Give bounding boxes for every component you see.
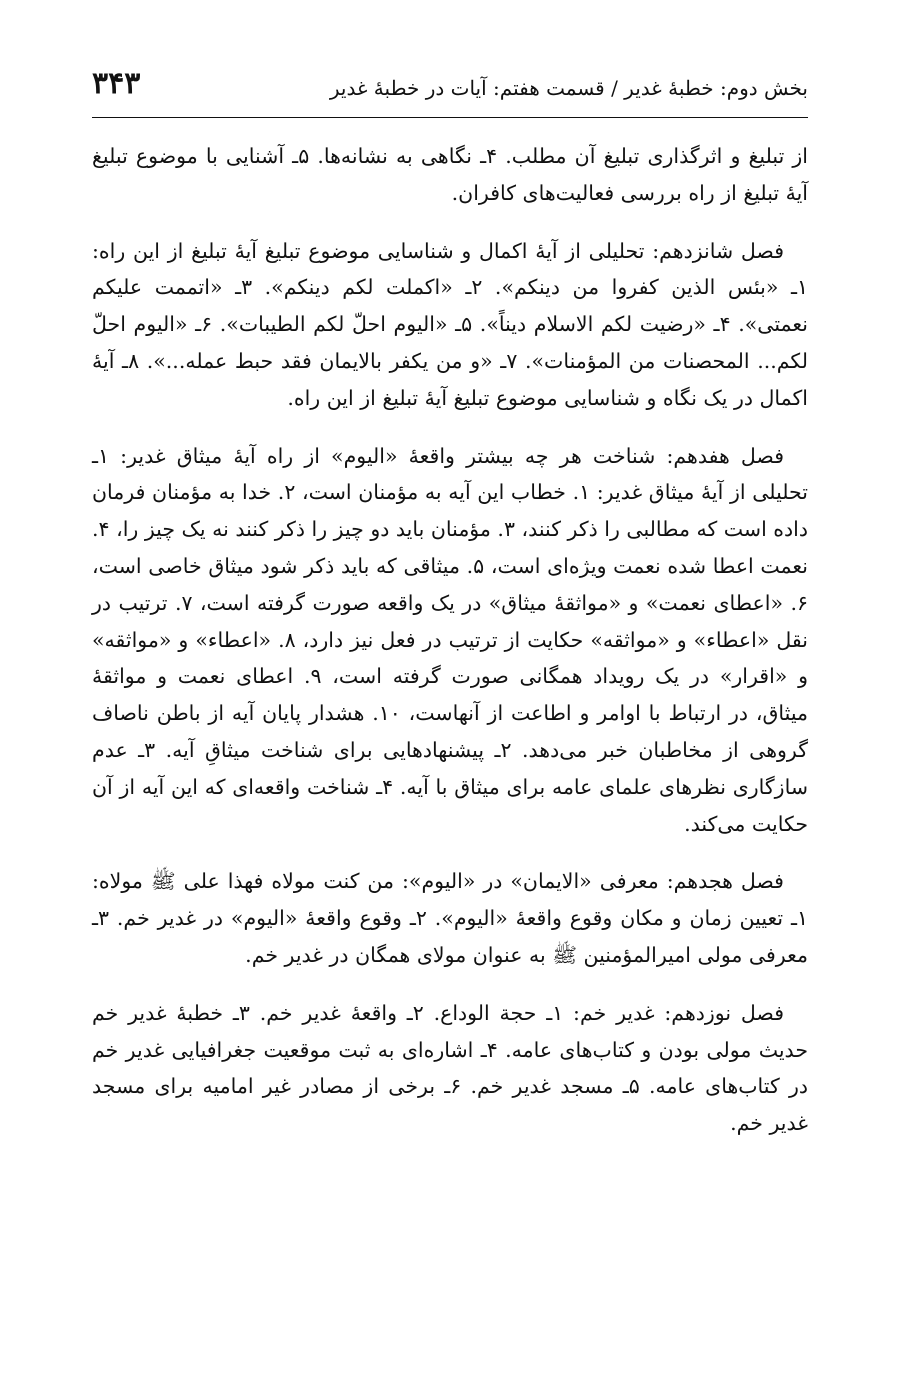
page-number: ۳۴۳ [92, 66, 141, 101]
paragraph-continuation: از تبلیغ و اثرگذاری تبلیغ آن مطلب. ۴ـ نگاهی به نشانه‌ها. ۵ـ آشنایی با موضوع تبلیغ آیۀ تبلیغ از راه بررسی فعالیت‌های کافران. [92, 144, 809, 205]
header-divider [92, 117, 808, 118]
paragraph-chapter-17: فصل هفدهم: شناخت هر چه بیشتر واقعۀ «الیوم» از راه آیۀ میثاق غدیر: ۱ـ تحلیلی از آیۀ میثاق غدیر: ۱. خطاب این آیه به مؤمنان است، ۲. خدا به مؤمنان فرمان داده است که مطالبی را ذکر کنند، ۳. مؤمنان باید دو چیز را ذکر کنند نه یک چیز را، ۴. نعمت اعطا شده نعمت ویژه‌ای است، ۵. میثاقی که باید ذکر شود میثاق خاصی است، ۶. «اعطای نعمت» و «مواثقۀ میثاق» در یک واقعه صورت گرفته است، ۷. ترتیب در نقل «اعطاء» و «مواثقه» حکایت از ترتیب در فعل نیز دارد، ۸. «اعطاء» و «مواثقه» و «اقرار» در یک رویداد همگانی صورت گرفته است، ۹. اعطای نعمت و مواثقۀ میثاق، در ارتباط با اوامر و اطاعت از آنهاست، ۱۰. هشدار پایان آیه از باطن ناصاف گروهی از مخاطبان خبر می‌دهد. ۲ـ پیشنهادهایی برای شناخت میثاقِ آیه. ۳ـ عدم سازگاری نظرهای علمای عامه برای میثاق با آیه. ۴ـ شناخت واقعه‌ای که این آیه از آن حکایت می‌کند. [92, 443, 809, 836]
paragraph-chapter-19: فصل نوزدهم: غدیر خم: ۱ـ حجة الوداع. ۲ـ واقعۀ غدیر خم. ۳ـ خطبۀ غدیر خم حدیث مولی بودن و کتاب‌های عامه. ۴ـ اشاره‌ای به ثبت موقعیت جغرافیایی غدیر خم در کتاب‌های عامه. ۵ـ مسجد غدیر خم. ۶ـ برخی از مصادر غیر امامیه برای مسجد غدیر خم. [92, 1000, 808, 1136]
body-text [92, 138, 808, 1163]
book-page [92, 0, 808, 1390]
paragraph-chapter-18: فصل هجدهم: معرفی «الایمان» در «الیوم»: من کنت مولاه فهذا علی ﷺ مولاه: ۱ـ تعیین زمان و مکان وقوع واقعۀ «الیوم». ۲ـ وقوع واقعۀ «الیوم» در غدیر خم. ۳ـ معرفی مولی امیرالمؤمنین ﷺ به عنوان مولای همگان در غدیر خم. [92, 869, 808, 967]
paragraph-chapter-16: فصل شانزدهم: تحلیلی از آیۀ اکمال و شناسایی موضوع تبلیغ آیۀ تبلیغ از این راه: ۱ـ «بئس الذین کفروا من دینکم». ۲ـ «اکملت لکم دینکم». ۳ـ «اتممت علیکم نعمتی». ۴ـ «رضیت لکم الاسلام دیناً». ۵ـ «الیوم احلّ لکم الطیبات». ۶ـ «الیوم احلّ لکم... المحصنات من المؤمنات». ۷ـ «و من یکفر بالایمان فقد حبط عمله...». ۸ـ آیۀ اکمال در یک نگاه و شناسایی موضوع تبلیغ آیۀ تبلیغ از این راه. [92, 238, 808, 410]
running-title: بخش دوم: خطبۀ غدیر / قسمت هفتم: آیات در خطبۀ غدیر [329, 76, 808, 100]
page-header [92, 62, 808, 112]
